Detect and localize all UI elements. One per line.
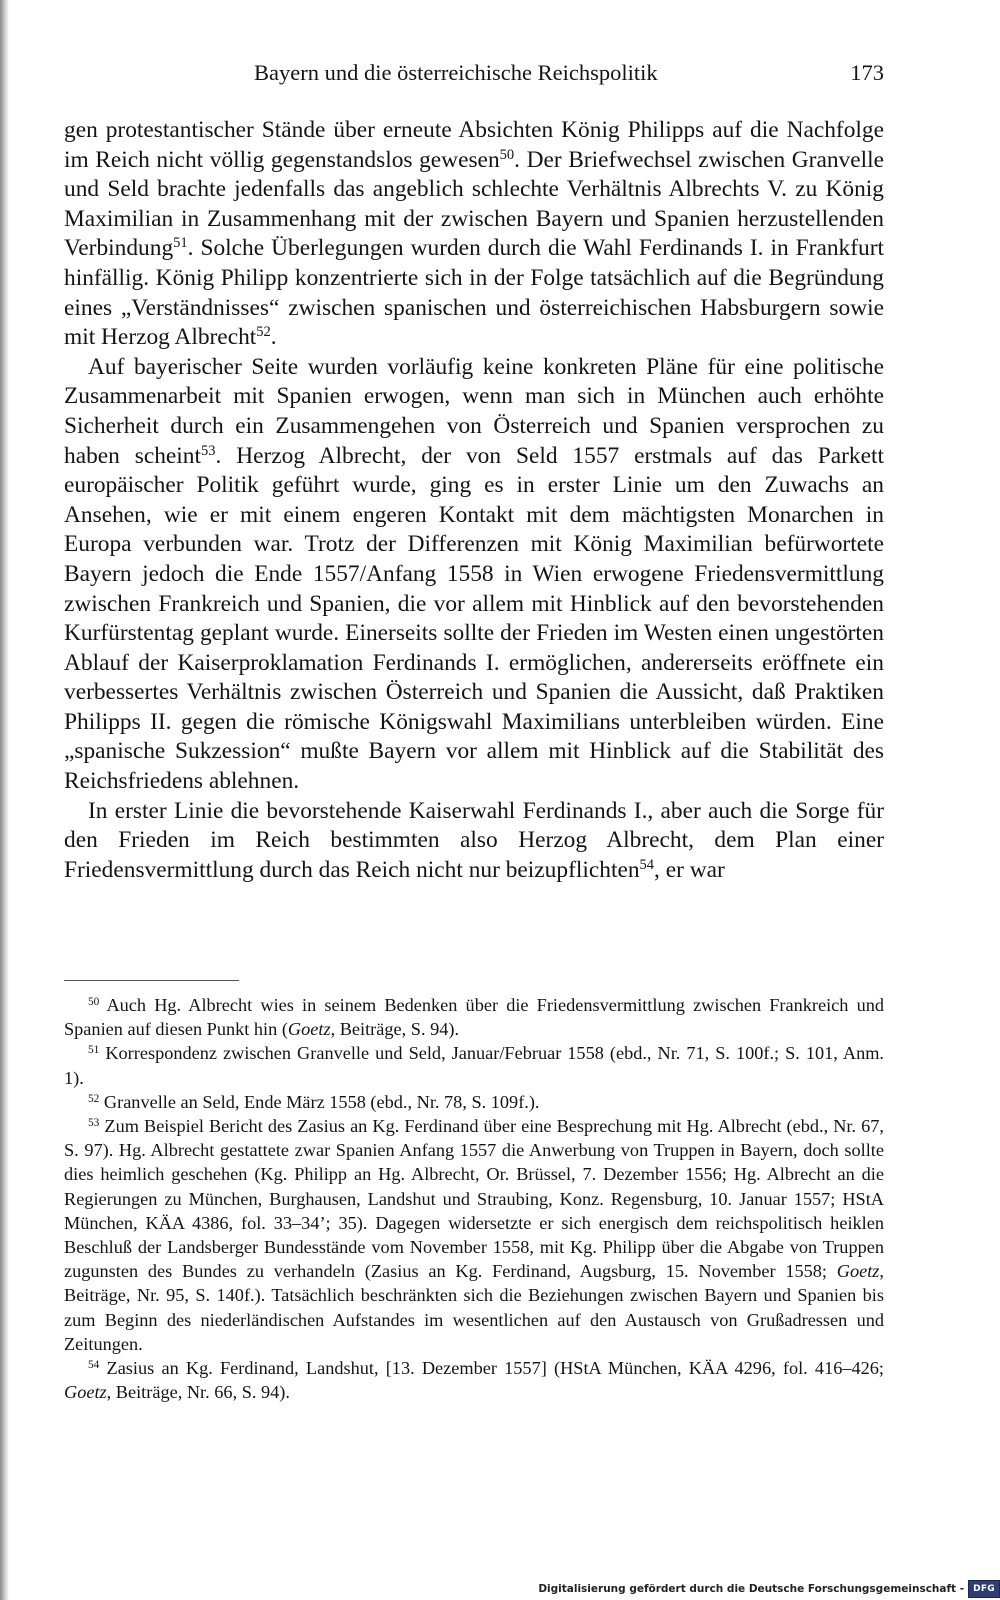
page-header — [64, 56, 884, 90]
paragraph-2: Auf bayerischer Seite wurden vorläufig keine konkreten Pläne für eine politische Zusammenarbeit mit Spanien erwogen, wenn man sich in München auch erhöhte Sicherheit durch ein Zusammengehen von Österreich und Spanien versprochen zu haben scheint$^{53}$. Herzog Albrecht, der von Seld 1557 erstmals auf das Parkett europäischer Politik geführt wurde, ging es in erster Linie um den Zuwachs an Ansehen, wie er mit einem engeren Kontakt mit dem mächtigsten Monarchen in Europa verbunden war. Trotz der Differenzen mit König Maximilian befürwortete Bayern jedoch die Ende 1557/Anfang 1558 in Wien erwogene Friedensvermittlung zwischen Frankreich und Spanien, die vor allem mit Hinblick auf den bevorstehenden Kurfürstentag geplant wurde. Einerseits sollte der Frieden im Westen einen ungestörten Ablauf der Kaiserproklamation Ferdinands I. ermöglichen, andererseits eröffnete ein verbessertes Verhältnis zwischen Österreich und Spanien die Aussicht, daß Praktiken Philipps II. gegen die römische Königswahl Maximilians unterbleiben würden. Eine „spanische Sukzession“ mußte Bayern vor allem mit Hinblick auf die Stabilität des Reichsfriedens ablehnen. — [64, 353, 885, 795]
footnote-ref-52: 52 — [256, 324, 271, 341]
footnote-number: 54 — [88, 1358, 100, 1371]
footnote-50: $^{50}$ Auch Hg. Albrecht wies in seinem Bedenken über die Friedensvermittlung zwischen Frankreich und Spanien auf diesen Punkt hin (Goetz, Beiträge, S. 94). — [64, 995, 884, 1040]
footnote-ref-53: 53 — [201, 442, 216, 459]
paragraph-1: gen protestantischer Stände über erneute Absichten König Philipps auf die Nachfolge im Reich nicht völlig gegenstandslos gewesen$^{50}$. Der Briefwechsel zwischen Granvelle und Seld brachte jedenfalls das angeblich schlechte Verhältnis Albrechts V. zu König Maximilian in Zusammenhang mit der zwischen Bayern und Spanien herzustellenden Verbindung$^{51}$. Solche Überlegungen wurden durch die Wahl Ferdinands I. in Frankfurt hinfällig. König Philipp konzentrierte sich in der Folge tatsächlich auf die Begründung eines „Verständnisses“ zwischen spanischen und österreichischen Habsburgern sowie mit Herzog Albrecht$^{52}$. — [64, 117, 884, 351]
dfg-logo: DFG — [968, 1580, 1000, 1598]
footnote-51: $^{51}$ Korrespondenz zwischen Granvelle und Seld, Januar/Februar 1558 (ebd., Nr. 71, S. 100f.; S. 101, Anm. 1). — [64, 1043, 884, 1088]
footnote-number: 50 — [88, 995, 100, 1008]
digitization-credit: Digitalisierung gefördert durch die Deutsche Forschungsgemeinschaft - — [538, 1583, 965, 1595]
footnote-number: 51 — [88, 1044, 100, 1057]
footnote-ref-54: 54 — [639, 856, 655, 873]
footnote-54: $^{54}$ Zasius an Kg. Ferdinand, Landshut, [13. Dezember 1557] (HStA München, KÄA 4296, fol. 416–426; Goetz, Beiträge, Nr. 66, S. 94). — [64, 1358, 884, 1403]
footnotes — [64, 993, 884, 1404]
digitization-footer — [538, 1578, 1000, 1600]
footnote-number: 53 — [88, 1116, 100, 1129]
paragraph-3: In erster Linie die bevorstehende Kaiserwahl Ferdinands I., aber auch die Sorge für den Frieden im Reich bestimmten also Herzog Albrecht, dem Plan einer Friedensvermittlung durch das Reich nicht nur beizupflichten$^{54}$, er war — [64, 797, 884, 883]
footnote-52: $^{52}$ Granvelle an Seld, Ende März 1558 (ebd., Nr. 78, S. 109f.). — [88, 1091, 540, 1112]
footnote-number: 52 — [88, 1092, 100, 1105]
footnote-53: $^{53}$ Zum Beispiel Bericht des Zasius an Kg. Ferdinand über eine Besprechung mit Hg. Albrecht (ebd., Nr. 67, S. 97). Hg. Albrecht gestattete zwar Spanien Anfang 1557 die Anwerbung von Truppen in Bayern, doch sollte dies heimlich geschehen (Kg. Philipp an Hg. Albrecht, Or. Brüssel, 7. Dezember 1556; Hg. Albrecht an die Regierungen zu München, Burghausen, Landshut und Straubing, Konz. Regensburg, 10. Januar 1557; HStA München, KÄA 4386, fol. 33–34’; 35). Dagegen widersetzte er sich energisch dem reichspolitisch heiklen Beschluß der Landsberger Bundesstände vom November 1558, mit Kg. Philipp über die Abgabe von Truppen zugunsten des Bundes zu verhandeln (Zasius an Kg. Ferdinand, Augsburg, 15. November 1558; Goetz, Beiträge, Nr. 95, S. 140f.). Tatsächlich beschränkten sich die Beziehungen zwischen Bayern und Spanien bis zum Beginn des niederländischen Aufstandes im wesentlichen auf den Austausch von Grußadressen und Zeitungen. — [64, 1116, 884, 1354]
page-number: 173 — [850, 60, 884, 85]
main-text — [64, 116, 884, 885]
scan-left-edge — [0, 0, 9, 1600]
running-title: Bayern und die österreichische Reichspolitik — [254, 60, 658, 85]
footnote-ref-50: 50 — [499, 146, 515, 163]
footnote-separator — [64, 980, 239, 981]
footnote-ref-51: 51 — [173, 235, 188, 252]
